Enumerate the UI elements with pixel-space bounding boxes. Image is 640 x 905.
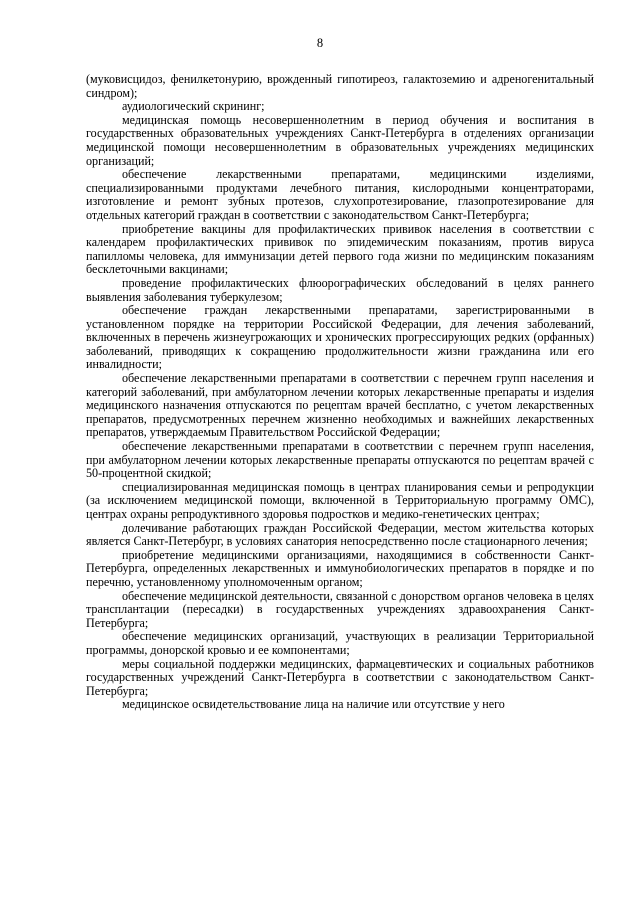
paragraph-3: медицинская помощь несовершеннолетним в период обучения и воспитания в государственных образовательных учреждениях Санкт-Петербурга в отделениях организации медицинской помощи несовершеннолетним в образовательных учреждениях медицинских организаций; xyxy=(86,112,594,168)
paragraph-12: приобретение медицинскими организациями, находящимися в собственности Санкт-Петербурга, определенных лекарственных и иммунобиологических препаратов в порядке и по перечню, установленному уполномоченным органом; xyxy=(86,547,594,589)
page-number: 8 xyxy=(316,36,324,50)
paragraph-4: обеспечение лекарственными препаратами, медицинскими изделиями, специализированными продуктами лечебного питания, кислородными концентраторами, изготовление и ремонт зубных протезов, слухопротезирование, глазопротезирование для отдельных категорий граждан в соответствии с законодательством Санкт-Петербурга; xyxy=(86,167,594,222)
paragraph-11: долечивание работающих граждан Российской Федерации, местом жительства которых является Санкт-Петербург, в условиях санатория непосредственно после стационарного лечения; xyxy=(86,520,594,549)
paragraph-16: медицинское освидетельствование лица на наличие или отсутствие у него xyxy=(122,697,505,712)
paragraph-9: обеспечение лекарственными препаратами в соответствии с перечнем групп населения, при амбулаторном лечении которых лекарственные препараты отпускаются по рецептам врачей с 50-процентной скидкой; xyxy=(86,439,594,481)
document-body xyxy=(86,73,594,712)
paragraph-13: обеспечение медицинской деятельности, связанной с донорством органов человека в целях трансплантации (пересадки) в государственных учреждениях здравоохранения Санкт-Петербурга; xyxy=(86,588,594,630)
paragraph-15: меры социальной поддержки медицинских, фармацевтических и социальных работников государственных учреждений Санкт-Петербурга в соответствии с законодательством Санкт-Петербурга; xyxy=(86,656,594,698)
paragraph-7: обеспечение граждан лекарственными препаратами, зарегистрированными в установленном порядке на территории Российской Федерации, для лечения заболеваний, включенных в перечень жизнеугрожающих и хронических прогрессирующих редких (орфанных) заболеваний, приводящих к сокращению продолжительности жизни гражданина или его инвалидности; xyxy=(86,303,594,372)
paragraph-2: аудиологический скрининг; xyxy=(122,99,265,114)
paragraph-14: обеспечение медицинских организаций, участвующих в реализации Территориальной программы, донорской кровью и ее компонентами; xyxy=(86,629,594,657)
paragraph-8: обеспечение лекарственными препаратами в соответствии с перечнем групп населения и категорий заболеваний, при амбулаторном лечении которых лекарственные препараты и изделия медицинского назначения отпускаются по рецептам врачей бесплатно, с учетом лекарственных препаратов, предусмотренных перечнем жизненно необходимых и важнейших лекарственных препаратов, утверждаемым Правительством Российской Федерации; xyxy=(86,371,594,440)
paragraph-10: специализированная медицинская помощь в центрах планирования семьи и репродукции (за исключением медицинской помощи, включенной в Территориальную программу ОМС), центрах охраны репродуктивного здоровья подростков и медико-генетических центрах; xyxy=(86,479,594,521)
paragraph-1: (муковисцидоз, фенилкетонурию, врожденный гипотиреоз, галактоземию и адреногенитальный синдром); xyxy=(86,72,594,100)
paragraph-6: проведение профилактических флюорографических обследований в целях раннего выявления заболевания туберкулезом; xyxy=(86,275,594,304)
paragraph-5: приобретение вакцины для профилактических прививок населения в соответствии с календарем профилактических прививок по эпидемическим показаниям, против вируса папилломы человека, для иммунизации детей первого года жизни по медицинским показаниям бесклеточными вакцинами; xyxy=(86,221,594,277)
